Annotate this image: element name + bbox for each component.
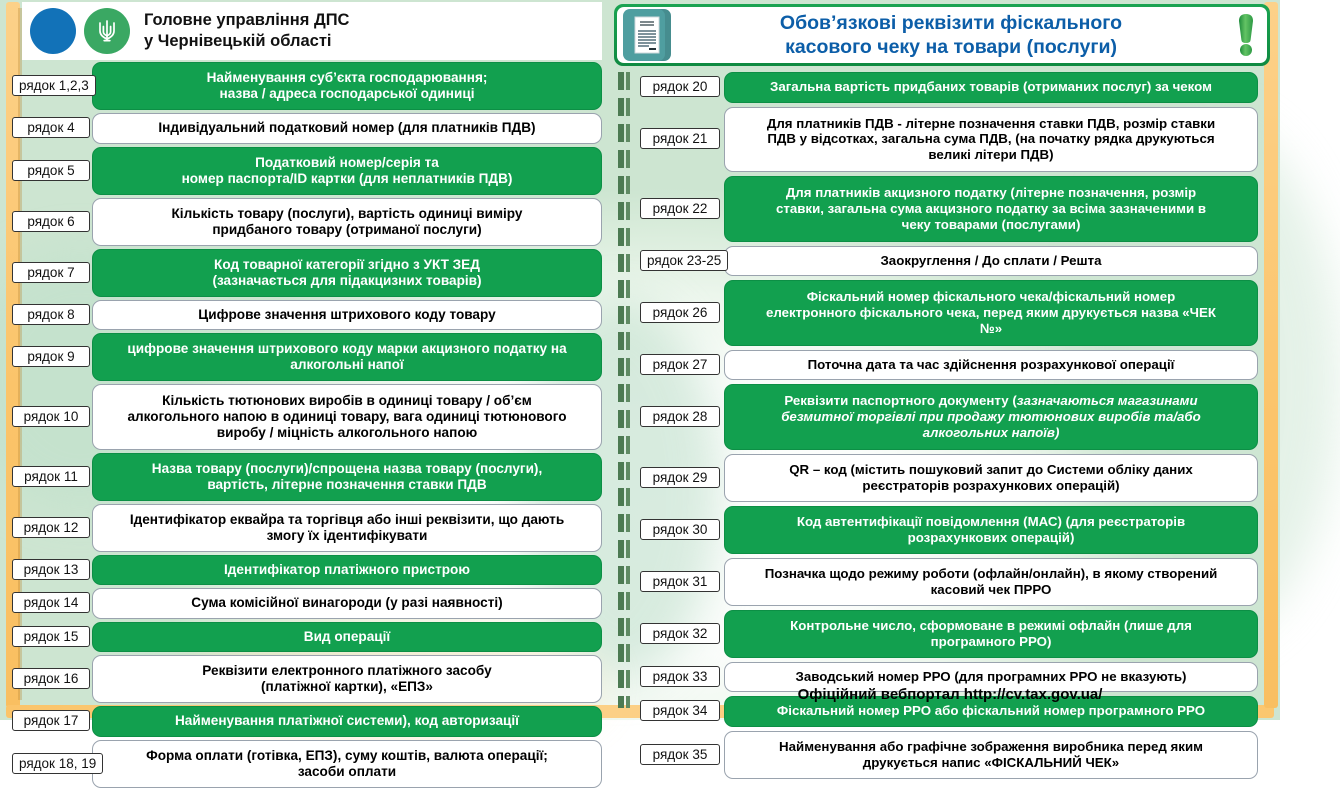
requisite-text-line: Для платників акцизного податку (літерне позначення, розмір [785,185,1197,201]
requisite-bar [92,300,602,331]
requisite-text-line: вартість, літерне позначення ставки ПДВ [207,476,487,492]
frame-border-right [1264,2,1278,708]
row-number-tag: рядок 26 [640,302,720,323]
requisite-text-line: Заокруглення / До сплати / Решта [880,252,1102,268]
requisite-bar [92,504,602,552]
requisite-text-line: ПДВ у відсотках, загальна сума ПДВ, (на початку рядка друкуються [767,131,1215,147]
row-number-tag: рядок 23-25 [640,250,728,271]
row-number-tag: рядок 33 [640,666,720,687]
row-number-tag: рядок 11 [12,466,90,487]
row-number-tag: рядок 35 [640,744,720,765]
requisite-bar [724,176,1258,242]
requisite-text-line: засоби оплати [297,763,397,779]
row-number-tag: рядок 1,2,3 [12,75,96,96]
requisite-text-line: Найменування суб’єкта господарювання; [206,70,488,86]
row-number-tag: рядок 5 [12,160,90,181]
requisite-text-line: Заводський номер РРО (для програмних РРО не вказують) [795,668,1187,684]
requisite-text-line: Форма оплати (готівка, ЕПЗ), суму коштів, валюта операції; [146,747,548,763]
row-number-tag: рядок 10 [12,406,90,427]
requisite-bar [92,655,602,703]
requisite-text-line: Загальна вартість придбаних товарів (отриманих послуг) за чеком [770,79,1212,95]
requisite-bar [92,62,602,110]
footer-portal-link[interactable]: Офіційний вебпортал http://cv.tax.gov.ua/ [797,686,1103,703]
requisite-bar [92,333,602,381]
requisite-bar [92,249,602,297]
requisite-text-line: назва / адреса господарської одиниці [219,86,475,101]
requisite-bar [724,280,1258,346]
left-header-line2: у Чернівецькій області [144,32,332,50]
requisite-text-line: (платіжної картки), «ЕПЗ» [261,679,433,694]
requisite-text-line: чеку товарами (послугами) [901,216,1081,232]
right-header-line1: Обов’язкові реквізити фіскального [779,11,1123,34]
requisite-bar [724,558,1258,606]
requisite-text-line: алкогольного напою в одиниці товару, вага одиниці тютюнового [127,408,567,424]
requisite-bar [724,384,1258,450]
requisite-text-line: Кількість тютюнових виробів в одиниці товару / об’єм [162,392,532,408]
requisite-bar [92,453,602,501]
requisite-text-line: Назва товару (послуги)/спрощена назва товару (послуги), [151,460,543,476]
requisite-text-line: (зазначається для підакцизних товарів) [212,272,482,288]
requisite-text-line: Найменування або графічне зображення виробника перед яким [779,738,1203,754]
row-number-tag: рядок 4 [12,117,90,138]
requisite-text-line: алкогольні напої [290,357,404,372]
requisite-text-line: Ідентифікатор платіжного пристрою [224,561,470,577]
requisite-text-line: придбаного товару (отриманої послуги) [212,221,482,237]
requisite-text-line: змогу їх ідентифікувати [266,527,428,543]
row-number-tag: рядок 22 [640,198,720,219]
requisite-bar [92,622,602,653]
left-header-title [138,10,349,52]
requisite-text-line: QR – код (містить пошуковий запит до Системи обліку даних [789,461,1193,477]
requisite-text-line: реєстраторів розрахункових операцій) [862,477,1120,493]
document-icon [623,9,671,61]
row-number-tag: рядок 31 [640,571,720,592]
requisite-text-line: безмитної торгівлі при продажу тютюнових виробів та/або [781,408,1201,424]
requisite-text-line: Реквізити паспортного документу (зазначаються магазинами [784,393,1198,409]
row-number-tag: рядок 15 [12,626,90,647]
requisite-text-line: Кількість товару (послуги), вартість одиниці виміру [171,205,523,221]
requisite-bar [92,198,602,246]
requisite-text-line: Код товарної категорії згідно з УКТ ЗЕД [214,256,480,272]
requisite-text-line: Код автентифікації повідомлення (МАС) (для реєстраторів [796,513,1186,529]
requisite-text-line: Реквізити електронного платіжного засобу [202,663,492,679]
column-divider-secondary [626,72,630,708]
requisite-text-line: електронного фіскального чека, перед яким друкується назва «ЧЕК [765,304,1217,320]
row-number-tag: рядок 27 [640,354,720,375]
row-number-tag: рядок 30 [640,519,720,540]
requisite-text-line: Фіскальний номер фіскального чека/фіскальний номер [806,289,1176,305]
requisite-text-line: Поточна дата та час здійснення розрахункової операції [807,356,1175,372]
row-number-tag: рядок 9 [12,346,90,367]
requisite-text-line: алкогольних напоїв) [922,424,1060,440]
requisite-text-line: великі літери ПДВ) [928,147,1054,163]
requisite-bar [724,72,1258,103]
right-header-title [681,11,1221,60]
row-number-tag: рядок 14 [12,592,90,613]
exclamation-icon [1231,10,1261,60]
requisite-text-line: Для платників ПДВ - літерне позначення ставки ПДВ, розмір ставки [766,115,1216,131]
row-number-tag: рядок 6 [12,211,90,232]
requisite-text-line: Індивідуальний податковий номер (для платників ПДВ) [158,120,536,136]
right-header-line2: касового чеку на товари (послуги) [785,36,1117,58]
blue-circle-logo-icon [30,8,76,54]
requisite-text-line: цифрове значення штрихового коду марки акцизного податку на [127,341,567,357]
requisite-text-line: виробу / міцність алкогольного напою [216,424,478,440]
requisite-bar [724,506,1258,554]
requisite-text-line: Позначка щодо режиму роботи (офлайн/онлайн), в якому створений [764,565,1218,581]
row-number-tag: рядок 18, 19 [12,753,103,774]
row-number-tag: рядок 28 [640,406,720,427]
requisite-bar [724,454,1258,502]
requisite-bar [92,147,602,195]
requisite-bar [724,731,1258,779]
requisite-text-line: касовий чек ПРРО [930,581,1052,597]
requisite-text-line: розрахункових операцій) [907,529,1075,545]
requisite-bar [92,555,602,586]
right-header [614,4,1270,66]
row-number-tag: рядок 34 [640,700,720,721]
row-number-tag: рядок 7 [12,262,90,283]
requisite-bar [92,588,602,619]
requisite-text-line: ставки, загальна сума акцизного податку за всіма зазначеними в [775,200,1207,216]
column-divider [618,72,624,708]
requisite-bar [724,246,1258,277]
row-number-tag: рядок 8 [12,304,90,325]
requisite-bar [92,706,602,737]
row-number-tag: рядок 21 [640,128,720,149]
requisite-text-line: Сума комісійної винагороди (у разі наявності) [191,595,503,611]
row-number-tag: рядок 16 [12,668,90,689]
row-number-tag: рядок 17 [12,710,90,731]
requisite-text-line: номер паспорта/ID картки (для неплатників ПДВ) [181,170,513,186]
requisite-text-line: Ідентифікатор еквайра та торгівця або інші реквізити, що дають [129,511,565,527]
row-number-tag: рядок 20 [640,76,720,97]
requisite-bar [92,740,602,788]
row-number-tag: рядок 12 [12,517,90,538]
requisite-text-line: Вид операції [303,628,391,644]
requisite-text-line: Цифрове значення штрихового коду товару [198,306,496,322]
left-header-line1: Головне управління ДПС [144,10,350,29]
row-number-tag: рядок 13 [12,559,90,580]
requisite-bar [724,610,1258,658]
requisite-bar [724,107,1258,173]
requisite-bar [92,384,602,450]
row-number-tag: рядок 32 [640,623,720,644]
requisite-text-line: програмного РРО) [930,633,1052,649]
requisite-bar [92,113,602,144]
requisite-text-line: №» [979,320,1003,336]
left-header [22,2,602,60]
trident-emblem-icon [84,8,130,54]
requisite-bar [724,350,1258,381]
requisite-text-line: Контрольне число, сформоване в режимі офлайн (лише для [790,617,1192,633]
requisite-text-line: Податковий номер/серія та [255,154,439,170]
requisite-text-line: друкується напис «ФІСКАЛЬНИЙ ЧЕК» [862,754,1120,770]
row-number-tag: рядок 29 [640,467,720,488]
requisite-text-line: Найменування платіжної системи), код авторизації [174,713,520,729]
requisite-text-line: Фіскальний номер РРО або фіскальний номер програмного РРО [776,703,1206,719]
